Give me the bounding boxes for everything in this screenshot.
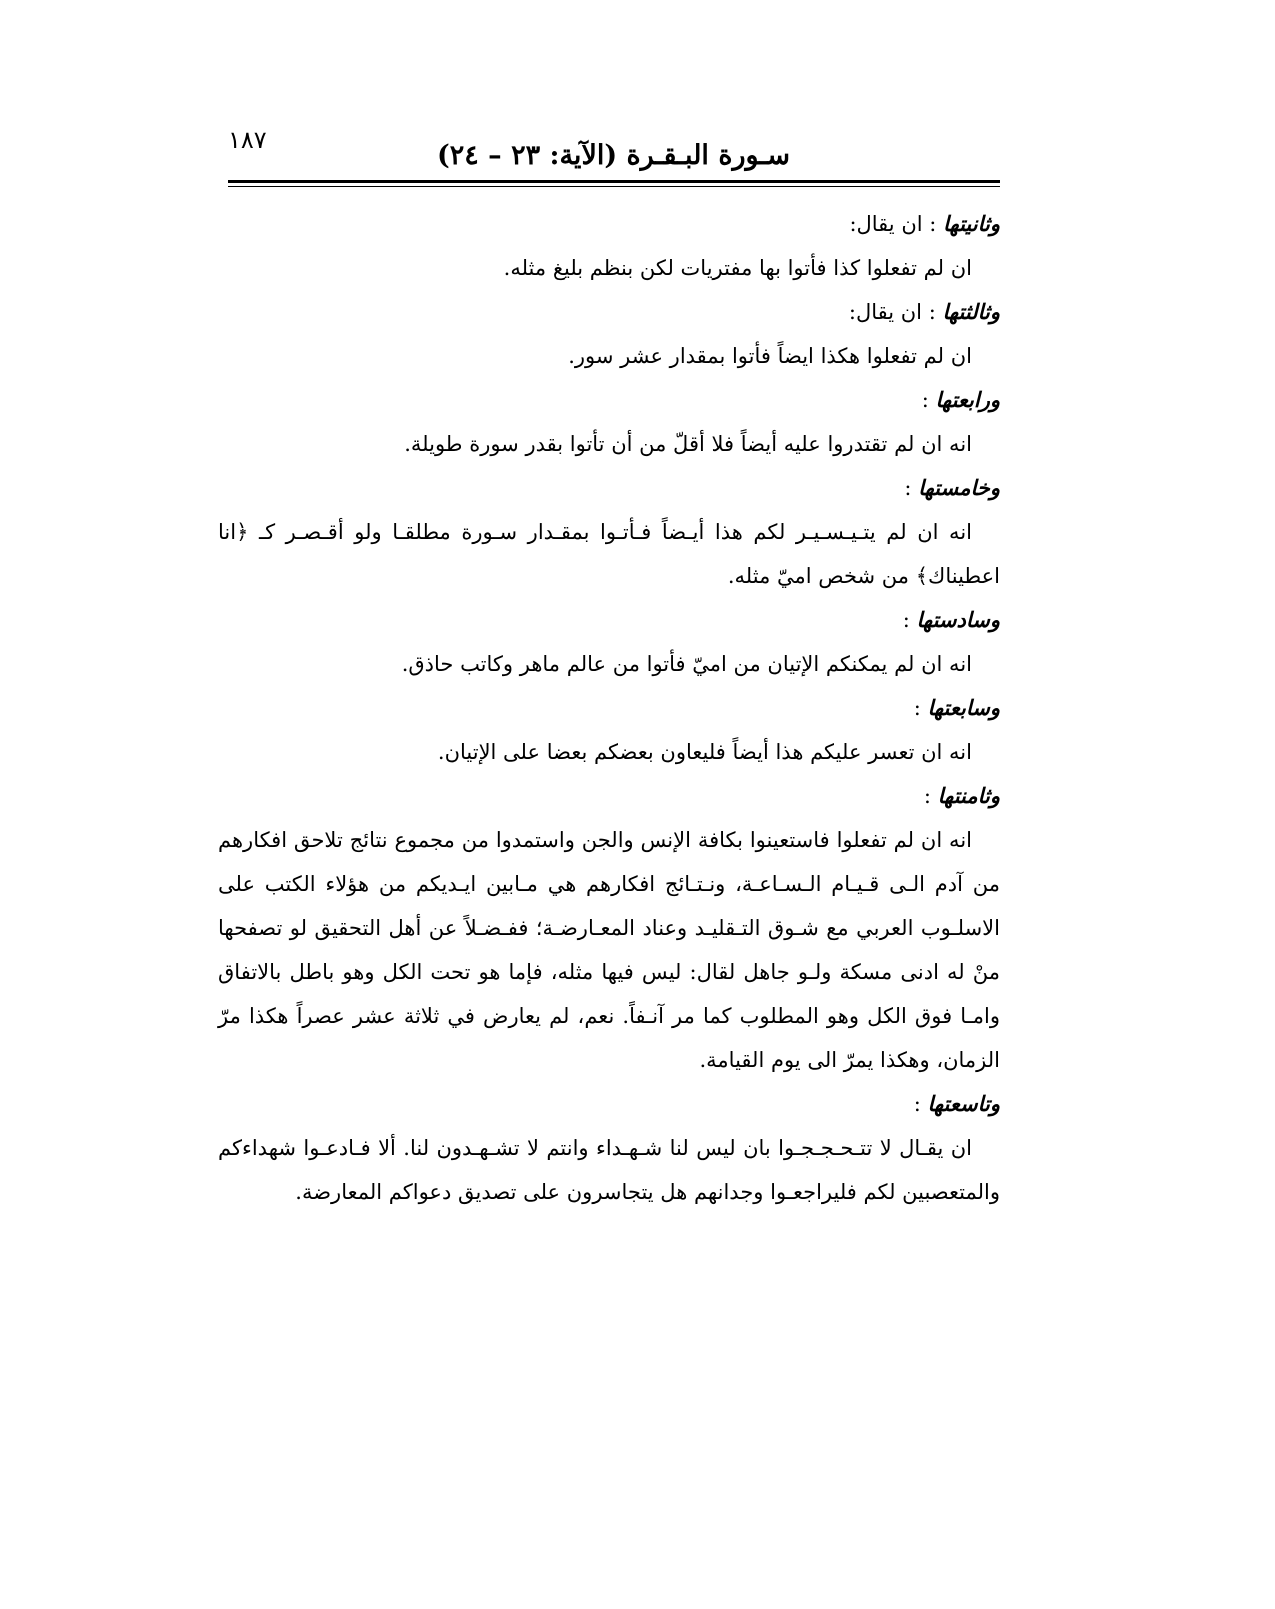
section-heading-4 [218,378,1000,422]
section-text-6: انه ان لم يمكنكم الإتيان من اميّ فأتوا من عالم ماهر وكاتب حاذق. [401,652,972,676]
heading-colon: : ان يقال: [849,212,944,236]
heading-word: وخامستها [918,475,1000,500]
section-text-7: انه ان تعسر عليكم هذا أيضاً فليعاون بعضكم بعضا على الإتيان. [437,740,972,764]
section-text-8: انه ان لم تفعلوا فاستعينوا بكافة الإنس والجن واستمدوا من مجموع نتائج تلاحق افكارهم من آدم الـى قـيـام الـسـاعـة، ونـتـائج افكارهم هي مـابين ايـديكم من هؤلاء الكتب على الاسلـوب العربي مع شـوق التـقليـد وعناد المعـارضـة؛ ففـضـلاً عن أهل التحقيق لو تصفحها منْ له ادنى مسكة ولـو جاهل لقال: ليس فيها مثله، فإما هو تحت الكل وهو باطل بالاتفاق وامـا فوق الكل وهو المطلوب كما مر آنـفاً. نعم، لم يعارض في ثلاثة عشر عصراً هكذا مرّ الزمان، وهكذا يمرّ الى يوم القيامة. [218,828,1000,1072]
section-heading-3 [218,290,1000,334]
header-rule-thin [228,186,1000,187]
section-heading-5 [218,466,1000,510]
heading-word: ورابعتها [935,387,1000,412]
heading-word: وتاسعتها [927,1091,1000,1116]
page-number: ١٨٧ [228,126,267,154]
running-header-title: سـورة البـقـرة (الآية: ٢٣ – ٢٤) [436,140,790,171]
section-heading-9 [218,1082,1000,1126]
section-text-2: ان لم تفعلوا كذا فأتوا بها مفتريات لكن بنظم بليغ مثله. [503,256,972,280]
heading-colon: : [902,608,917,632]
heading-colon: : [913,1092,928,1116]
section-text-4: انه ان لم تقتدروا عليه أيضاً فلا أقلّ من أن تأتوا بقدر سورة طويلة. [404,432,972,456]
section-text-9: ان يقـال لا تتـحـجـجـوا بان ليس لنا شـهـداء وانتم لا تشـهـدون لنا. ألا فـادعـوا شهداءكم والمتعصبين لكم فليراجعـوا وجدانهم هل يتجاسرون على تصديق دعواكم المعارضة. [218,1136,1000,1204]
section-text-5: انه ان لم يتـيـسـيـر لكم هذا أيـضاً فـأتـوا بمقـدار سـورة مطلقـا ولو أقـصـر كـ ﴿انا اعطيناك﴾ من شخص اميّ مثله. [218,520,1000,588]
heading-colon: : [921,388,936,412]
section-heading-2 [218,202,1000,246]
section-heading-7 [218,686,1000,730]
section-heading-6 [218,598,1000,642]
heading-word: وثانيتها [943,211,1000,236]
heading-word: وثامنتها [937,783,1000,808]
heading-colon: : ان يقال: [848,300,943,324]
heading-colon: : [913,696,928,720]
heading-word: وسابعتها [927,695,1000,720]
section-heading-8 [218,774,1000,818]
heading-colon: : [904,476,919,500]
header-rule-thick [228,180,1000,183]
page-body [218,202,1000,1214]
heading-word: وثالثتها [942,299,1000,324]
section-text-3: ان لم تفعلوا هكذا ايضاً فأتوا بمقدار عشر سور. [568,344,972,368]
heading-word: وسادستها [916,607,1000,632]
heading-colon: : [923,784,938,808]
